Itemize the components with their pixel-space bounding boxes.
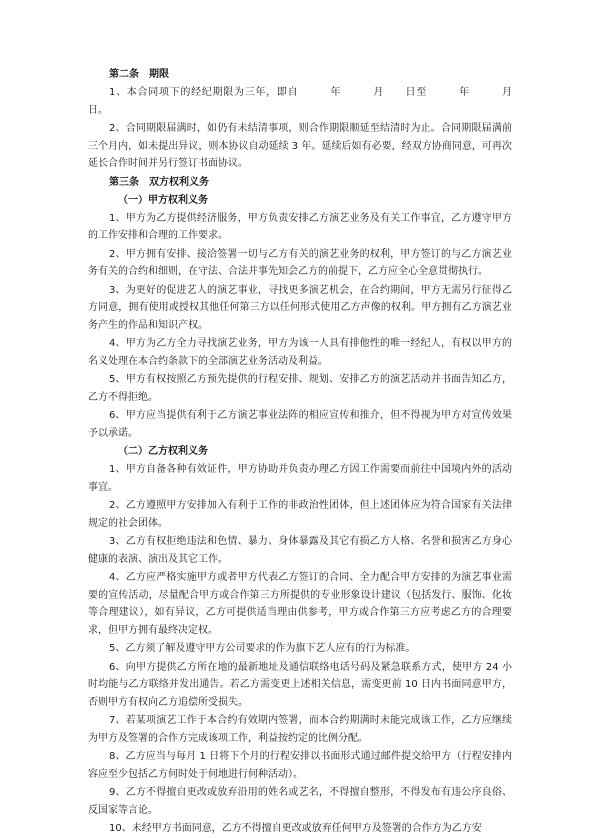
paragraph-term-1: 1、本合同项下的经纪期限为三年，即自 年 月 日至 年 月 日。	[88, 87, 542, 116]
paragraph-party-b-3: 3、乙方有权拒绝违法和色情、暴力、身体暴露及其它有损乙方人格、名誉和损害乙方身心健康的表演、演出及其它工作。	[88, 536, 512, 565]
paragraph-party-b-4: 4、乙方应严格实施甲方或者甲方代表乙方签订的合同、全力配合甲方安排的为演艺事业需要的宣传活动，尽量配合甲方或合作第三方所提供的专业形象设计建议（包括发行、服饰、化妆等合理建议），如有异议，乙方可提供适当理由供参考，甲方或合作第三方应考虑乙方的合理要求，但甲方拥有最终决定权。	[88, 572, 512, 636]
section-heading-rights-obligations: 第三条 双方权利义务	[109, 176, 209, 188]
paragraph-party-b-1: 1、甲方自备各种有效证件，甲方协助并负责办理乙方因工作需要而前往中国境内外的活动事宜。	[88, 464, 512, 493]
paragraph-party-b-5: 5、乙方须了解及遵守甲方公司要求的作为旗下艺人应有的行为标准。	[109, 643, 416, 654]
paragraph-party-a-6: 6、甲方应当提供有利于乙方演艺事业法阵的相应宣传和推介，但不得视为甲方对宣传效果予以承诺。	[88, 410, 512, 439]
paragraph-party-a-4: 4、甲方为乙方全力寻找演艺业务，甲方为该一人具有排他性的唯一经纪人，有权以甲方的名义处理在本合约条款下的全部演艺业务活动及利益。	[88, 338, 512, 367]
paragraph-party-b-7: 7、若某项演艺工作于本合约有效期内签署，而本合约期满时未能完成该工作，乙方应继续为甲方及签署的合作方完成该项工作，利益按约定的比例分配。	[88, 715, 512, 744]
paragraph-term-2: 2、合同期限届满时，如仍有未结清事项，则合作期限顺延至结清时为止。合同期限届满前三个月内，如未提出异议，则本协议自动延续 3 年。延续后如有必要，经双方协商同意，可再次延长合作时间并另行签订书面协议。	[88, 123, 512, 169]
paragraph-party-b-10: 10、未经甲方书面同意，乙方不得擅自更改或放弃任何甲方及签署的合作方为乙方安	[109, 823, 482, 834]
paragraph-party-b-9: 9、乙方不得擅自更改或放弃沿用的姓名或艺名，不得擅自整形，不得发布有违公序良俗、反国家等言论。	[88, 787, 512, 816]
paragraph-party-a-3: 3、为更好的促进艺人的演艺事业，寻找更多演艺机会，在合约期间，甲方无需另行征得乙方同意，拥有使用或授权其他任何第三方以任何形式使用乙方声像的权利。甲方拥有乙方演艺业务产生的作品和知识产权。	[88, 284, 512, 331]
subheading-party-a: （一）甲方权利义务	[118, 194, 208, 206]
paragraph-party-a-1: 1、甲方为乙方提供经济服务，甲方负责安排乙方演艺业务及有关工作事宜，乙方遵守甲方的工作安排和合理的工作要求。	[88, 212, 512, 241]
paragraph-party-b-6: 6、向甲方提供乙方所在地的最新地址及通信联络电话号码及紧急联系方式，使甲方 24 小时均能与乙方联络并发出通告。若乙方需变更上述相关信息，需变更前 10 日内书面同意甲方，否则甲方有权向乙方追偿所受损失。	[88, 661, 512, 708]
section-heading-term: 第二条 期限	[109, 69, 169, 80]
paragraph-party-b-2: 2、乙方遵照甲方安排加入有利于工作的非政治性团体，但上述团体应为符合国家有关法律规定的社会团体。	[88, 500, 512, 529]
subheading-party-b: （二）乙方权利义务	[118, 446, 208, 457]
paragraph-party-b-8: 8、乙方应当与每月 1 日将下个月的行程安排以书面形式通过邮件提交给甲方（行程安排内容应至少包括乙方何时处于何地进行何种活动）。	[88, 751, 512, 780]
paragraph-party-a-2: 2、甲方拥有安排、接洽签署一切与乙方有关的演艺业务的权利，甲方签订的与乙方演艺业务有关的合约和细则，在守法、合法并事先知会乙方的前提下，乙方应全心全意贯彻执行。	[88, 248, 512, 277]
paragraph-party-a-5: 5、甲方有权按照乙方预先提供的行程安排、规划、安排乙方的演艺活动并书面告知乙方，乙方不得拒绝。	[88, 374, 512, 403]
